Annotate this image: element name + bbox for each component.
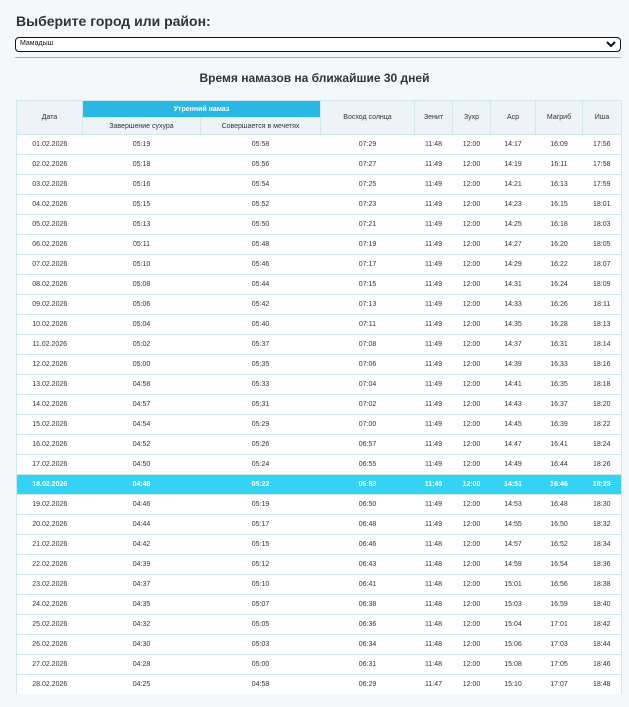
table-cell: 16:50 (536, 515, 583, 535)
table-cell: 17:05 (536, 655, 583, 675)
table-cell: 04:50 (83, 455, 201, 475)
table-cell: 11:49 (415, 515, 453, 535)
table-cell: 16:46 (536, 475, 583, 495)
table-cell: 11:49 (415, 475, 453, 495)
table-cell: 06.02.2026 (17, 235, 83, 255)
table-cell: 04:52 (83, 435, 201, 455)
table-cell: 17:03 (536, 635, 583, 655)
table-cell: 11:49 (415, 335, 453, 355)
table-cell: 18:14 (583, 335, 622, 355)
table-cell: 06:57 (321, 435, 415, 455)
column-header-zuhr: Зухр (453, 101, 491, 135)
table-row (17, 455, 622, 475)
table-cell: 05:10 (83, 255, 201, 275)
table-row (17, 275, 622, 295)
table-cell: 16:24 (536, 275, 583, 295)
table-cell: 16:48 (536, 495, 583, 515)
table-cell: 12:00 (453, 675, 491, 695)
table-cell: 07:02 (321, 395, 415, 415)
table-cell: 07:11 (321, 315, 415, 335)
table-cell: 16:26 (536, 295, 583, 315)
table-cell: 14:21 (491, 175, 536, 195)
table-cell: 04:30 (83, 635, 201, 655)
table-cell: 15:08 (491, 655, 536, 675)
table-cell: 07:19 (321, 235, 415, 255)
table-cell: 05:17 (201, 515, 321, 535)
table-cell: 18:34 (583, 535, 622, 555)
table-cell: 05:42 (201, 295, 321, 315)
table-cell: 04:32 (83, 615, 201, 635)
table-cell: 16:41 (536, 435, 583, 455)
table-cell: 06:48 (321, 515, 415, 535)
table-row (17, 615, 622, 635)
table-cell: 06:53 (321, 475, 415, 495)
column-group-morning: Утренний намаз (83, 101, 321, 118)
table-cell: 18:44 (583, 635, 622, 655)
table-cell: 16:11 (536, 155, 583, 175)
column-header-sunrise: Восход солнца (321, 101, 415, 135)
table-cell: 18:20 (583, 395, 622, 415)
table-row (17, 315, 622, 335)
table-cell: 11:49 (415, 295, 453, 315)
table-row (17, 215, 622, 235)
table-cell: 04:25 (83, 675, 201, 695)
column-header-maghrib: Магриб (536, 101, 583, 135)
table-cell: 07:21 (321, 215, 415, 235)
table-cell: 11:48 (415, 135, 453, 155)
table-row (17, 515, 622, 535)
column-header-mosque: Совершается в мечетях (201, 118, 321, 135)
table-cell: 28.02.2026 (17, 675, 83, 695)
table-cell: 14:47 (491, 435, 536, 455)
table-cell: 11:49 (415, 175, 453, 195)
table-cell: 05:22 (201, 475, 321, 495)
table-row (17, 495, 622, 515)
table-row (17, 475, 622, 495)
table-cell: 05.02.2026 (17, 215, 83, 235)
table-cell: 16:35 (536, 375, 583, 395)
table-cell: 11:49 (415, 155, 453, 175)
table-cell: 06:36 (321, 615, 415, 635)
table-cell: 14:39 (491, 355, 536, 375)
table-cell: 12:00 (453, 455, 491, 475)
table-cell: 02.02.2026 (17, 155, 83, 175)
table-cell: 11:48 (415, 555, 453, 575)
table-cell: 16:52 (536, 535, 583, 555)
table-cell: 17:59 (583, 175, 622, 195)
table-cell: 11:48 (415, 635, 453, 655)
table-cell: 07:27 (321, 155, 415, 175)
table-cell: 05:33 (201, 375, 321, 395)
table-cell: 17:01 (536, 615, 583, 635)
table-cell: 11:47 (415, 675, 453, 695)
table-cell: 16:37 (536, 395, 583, 415)
table-cell: 05:56 (201, 155, 321, 175)
table-cell: 07:29 (321, 135, 415, 155)
table-cell: 17:58 (583, 155, 622, 175)
table-cell: 13.02.2026 (17, 375, 83, 395)
table-cell: 07:04 (321, 375, 415, 395)
table-cell: 12:00 (453, 235, 491, 255)
table-cell: 18:01 (583, 195, 622, 215)
table-cell: 14:23 (491, 195, 536, 215)
table-cell: 14:49 (491, 455, 536, 475)
page-heading: Выберите город или район: (16, 13, 211, 29)
table-cell: 14:27 (491, 235, 536, 255)
table-row (17, 155, 622, 175)
table-cell: 04:58 (83, 375, 201, 395)
table-cell: 05:11 (83, 235, 201, 255)
table-cell: 12:00 (453, 135, 491, 155)
table-cell: 03.02.2026 (17, 175, 83, 195)
table-cell: 04:57 (83, 395, 201, 415)
table-cell: 14:55 (491, 515, 536, 535)
table-cell: 11:49 (415, 455, 453, 475)
table-cell: 04:54 (83, 415, 201, 435)
table-row (17, 415, 622, 435)
table-cell: 12:00 (453, 475, 491, 495)
table-cell: 07:17 (321, 255, 415, 275)
table-cell: 12:00 (453, 355, 491, 375)
table-cell: 18:42 (583, 615, 622, 635)
table-cell: 18:48 (583, 675, 622, 695)
table-cell: 05:15 (83, 195, 201, 215)
table-cell: 14:31 (491, 275, 536, 295)
table-cell: 05:16 (83, 175, 201, 195)
table-cell: 18:24 (583, 435, 622, 455)
table-cell: 05:24 (201, 455, 321, 475)
table-row (17, 635, 622, 655)
table-cell: 06:31 (321, 655, 415, 675)
table-cell: 12:00 (453, 195, 491, 215)
table-cell: 11:49 (415, 215, 453, 235)
table-cell: 07:08 (321, 335, 415, 355)
column-header-zenith: Зенит (415, 101, 453, 135)
table-cell: 25.02.2026 (17, 615, 83, 635)
table-cell: 07:25 (321, 175, 415, 195)
table-cell: 18:38 (583, 575, 622, 595)
table-cell: 20.02.2026 (17, 515, 83, 535)
table-cell: 05:44 (201, 275, 321, 295)
city-select[interactable] (15, 37, 621, 52)
table-body (17, 135, 622, 695)
table-cell: 14:29 (491, 255, 536, 275)
table-cell: 07:15 (321, 275, 415, 295)
table-cell: 12:00 (453, 175, 491, 195)
table-cell: 11:49 (415, 495, 453, 515)
table-cell: 06:50 (321, 495, 415, 515)
table-cell: 12:00 (453, 495, 491, 515)
table-cell: 06:41 (321, 575, 415, 595)
table-cell: 05:10 (201, 575, 321, 595)
table-cell: 05:06 (83, 295, 201, 315)
table-cell: 04:48 (83, 475, 201, 495)
city-select-value: Мамадыш (20, 40, 54, 47)
table-cell: 16.02.2026 (17, 435, 83, 455)
prayer-times-table (16, 100, 622, 694)
table-cell: 14:33 (491, 295, 536, 315)
table-row (17, 195, 622, 215)
table-cell: 18:22 (583, 415, 622, 435)
table-cell: 18:36 (583, 555, 622, 575)
table-cell: 24.02.2026 (17, 595, 83, 615)
table-cell: 14:53 (491, 495, 536, 515)
table-cell: 05:50 (201, 215, 321, 235)
table-cell: 18:03 (583, 215, 622, 235)
table-cell: 11:49 (415, 255, 453, 275)
table-row (17, 375, 622, 395)
table-cell: 07:13 (321, 295, 415, 315)
table-cell: 06:55 (321, 455, 415, 475)
table-cell: 16:56 (536, 575, 583, 595)
table-row (17, 675, 622, 695)
table-cell: 08.02.2026 (17, 275, 83, 295)
table-row (17, 555, 622, 575)
table-row (17, 135, 622, 155)
table-cell: 16:20 (536, 235, 583, 255)
divider (15, 57, 621, 58)
table-cell: 12:00 (453, 315, 491, 335)
table-cell: 17:56 (583, 135, 622, 155)
table-cell: 21.02.2026 (17, 535, 83, 555)
table-cell: 12:00 (453, 435, 491, 455)
table-cell: 23.02.2026 (17, 575, 83, 595)
table-cell: 18.02.2026 (17, 475, 83, 495)
table-cell: 05:04 (83, 315, 201, 335)
table-cell: 06:46 (321, 535, 415, 555)
table-cell: 10.02.2026 (17, 315, 83, 335)
table-cell: 15.02.2026 (17, 415, 83, 435)
table-cell: 11:49 (415, 355, 453, 375)
table-cell: 05:13 (83, 215, 201, 235)
table-cell: 15:04 (491, 615, 536, 635)
table-cell: 12:00 (453, 615, 491, 635)
table-cell: 26.02.2026 (17, 635, 83, 655)
table-row (17, 575, 622, 595)
table-cell: 05:15 (201, 535, 321, 555)
table-cell: 16:31 (536, 335, 583, 355)
table-cell: 18:13 (583, 315, 622, 335)
table-cell: 05:03 (201, 635, 321, 655)
table-cell: 07.02.2026 (17, 255, 83, 275)
table-cell: 04:42 (83, 535, 201, 555)
table-cell: 11:49 (415, 395, 453, 415)
table-cell: 18:07 (583, 255, 622, 275)
table-cell: 17.02.2026 (17, 455, 83, 475)
table-row (17, 295, 622, 315)
table-cell: 05:31 (201, 395, 321, 415)
table-cell: 18:09 (583, 275, 622, 295)
table-cell: 01.02.2026 (17, 135, 83, 155)
table-cell: 05:19 (201, 495, 321, 515)
table-row (17, 595, 622, 615)
table-row (17, 435, 622, 455)
table-cell: 05:35 (201, 355, 321, 375)
table-cell: 12:00 (453, 255, 491, 275)
table-cell: 18:30 (583, 495, 622, 515)
table-cell: 12:00 (453, 275, 491, 295)
table-cell: 14:37 (491, 335, 536, 355)
table-cell: 07:06 (321, 355, 415, 375)
table-cell: 05:00 (83, 355, 201, 375)
table-cell: 15:01 (491, 575, 536, 595)
table-cell: 05:54 (201, 175, 321, 195)
table-cell: 16:39 (536, 415, 583, 435)
table-cell: 05:29 (201, 415, 321, 435)
table-cell: 09.02.2026 (17, 295, 83, 315)
table-cell: 05:40 (201, 315, 321, 335)
table-cell: 05:18 (83, 155, 201, 175)
table-cell: 04:46 (83, 495, 201, 515)
table-cell: 04:35 (83, 595, 201, 615)
table-cell: 12:00 (453, 515, 491, 535)
table-cell: 15:06 (491, 635, 536, 655)
table-cell: 14:19 (491, 155, 536, 175)
table-cell: 16:54 (536, 555, 583, 575)
table-cell: 11:49 (415, 275, 453, 295)
table-cell: 06:38 (321, 595, 415, 615)
table-cell: 14:17 (491, 135, 536, 155)
table-cell: 05:37 (201, 335, 321, 355)
column-header-asr: Аср (491, 101, 536, 135)
table-row (17, 335, 622, 355)
table-cell: 04:37 (83, 575, 201, 595)
table-cell: 16:22 (536, 255, 583, 275)
column-header-date: Дата (17, 101, 83, 135)
table-cell: 11:49 (415, 375, 453, 395)
table-cell: 14:57 (491, 535, 536, 555)
table-cell: 07:00 (321, 415, 415, 435)
table-cell: 15:03 (491, 595, 536, 615)
table-cell: 04.02.2026 (17, 195, 83, 215)
table-cell: 14:43 (491, 395, 536, 415)
table-cell: 12:00 (453, 595, 491, 615)
table-cell: 12:00 (453, 555, 491, 575)
table-cell: 11:48 (415, 535, 453, 555)
table-cell: 18:18 (583, 375, 622, 395)
table-cell: 05:58 (201, 135, 321, 155)
table-cell: 05:26 (201, 435, 321, 455)
table-cell: 11:49 (415, 315, 453, 335)
chevron-down-icon (605, 38, 617, 50)
table-cell: 18:26 (583, 455, 622, 475)
table-cell: 11:49 (415, 415, 453, 435)
table-cell: 16:33 (536, 355, 583, 375)
table-cell: 05:02 (83, 335, 201, 355)
table-cell: 16:28 (536, 315, 583, 335)
table-cell: 16:44 (536, 455, 583, 475)
table-cell: 11:49 (415, 195, 453, 215)
table-cell: 16:18 (536, 215, 583, 235)
table-row (17, 535, 622, 555)
table-cell: 05:19 (83, 135, 201, 155)
table-cell: 06:34 (321, 635, 415, 655)
table-cell: 16:59 (536, 595, 583, 615)
table-cell: 11:48 (415, 575, 453, 595)
table-cell: 12:00 (453, 295, 491, 315)
table-cell: 14:59 (491, 555, 536, 575)
table-cell: 14:45 (491, 415, 536, 435)
table-cell: 11:49 (415, 435, 453, 455)
table-cell: 17:07 (536, 675, 583, 695)
table-cell: 04:58 (201, 675, 321, 695)
table-cell: 12.02.2026 (17, 355, 83, 375)
table-cell: 12:00 (453, 655, 491, 675)
table-cell: 18:11 (583, 295, 622, 315)
table-cell: 12:00 (453, 635, 491, 655)
table-cell: 06:43 (321, 555, 415, 575)
table-row (17, 655, 622, 675)
table-cell: 12:00 (453, 215, 491, 235)
table-cell: 14:25 (491, 215, 536, 235)
table-cell: 14:51 (491, 475, 536, 495)
table-cell: 12:00 (453, 575, 491, 595)
table-cell: 27.02.2026 (17, 655, 83, 675)
table-cell: 05:00 (201, 655, 321, 675)
table-cell: 06:29 (321, 675, 415, 695)
table-cell: 18:46 (583, 655, 622, 675)
table-cell: 16:09 (536, 135, 583, 155)
table-cell: 07:23 (321, 195, 415, 215)
table-row (17, 355, 622, 375)
table-title: Время намазов на ближайшие 30 дней (199, 71, 430, 85)
table-cell: 05:46 (201, 255, 321, 275)
table-cell: 12:00 (453, 395, 491, 415)
table-cell: 11.02.2026 (17, 335, 83, 355)
table-cell: 04:39 (83, 555, 201, 575)
table-cell: 04:28 (83, 655, 201, 675)
table-cell: 14:35 (491, 315, 536, 335)
table-cell: 19.02.2026 (17, 495, 83, 515)
column-header-isha: Иша (583, 101, 622, 135)
table-cell: 16:15 (536, 195, 583, 215)
table-cell: 12:00 (453, 415, 491, 435)
table-cell: 05:52 (201, 195, 321, 215)
table-cell: 05:05 (201, 615, 321, 635)
table-row (17, 235, 622, 255)
table-cell: 14.02.2026 (17, 395, 83, 415)
table-cell: 18:40 (583, 595, 622, 615)
table-cell: 18:32 (583, 515, 622, 535)
table-row (17, 175, 622, 195)
table-cell: 11:49 (415, 235, 453, 255)
table-cell: 16:13 (536, 175, 583, 195)
column-header-suhur-end: Завершение сухура (83, 118, 201, 135)
table-cell: 12:00 (453, 535, 491, 555)
table-cell: 18:05 (583, 235, 622, 255)
table-cell: 11:48 (415, 595, 453, 615)
table-cell: 12:00 (453, 155, 491, 175)
table-row (17, 395, 622, 415)
table-cell: 05:08 (83, 275, 201, 295)
table-cell: 18:16 (583, 355, 622, 375)
table-cell: 12:00 (453, 335, 491, 355)
table-cell: 05:07 (201, 595, 321, 615)
table-cell: 04:44 (83, 515, 201, 535)
table-cell: 05:12 (201, 555, 321, 575)
table-cell: 11:48 (415, 615, 453, 635)
table-cell: 12:00 (453, 375, 491, 395)
table-cell: 18:28 (583, 475, 622, 495)
table-row (17, 255, 622, 275)
table-cell: 05:48 (201, 235, 321, 255)
table-cell: 11:48 (415, 655, 453, 675)
table-cell: 14:41 (491, 375, 536, 395)
table-cell: 22.02.2026 (17, 555, 83, 575)
table-cell: 15:10 (491, 675, 536, 695)
